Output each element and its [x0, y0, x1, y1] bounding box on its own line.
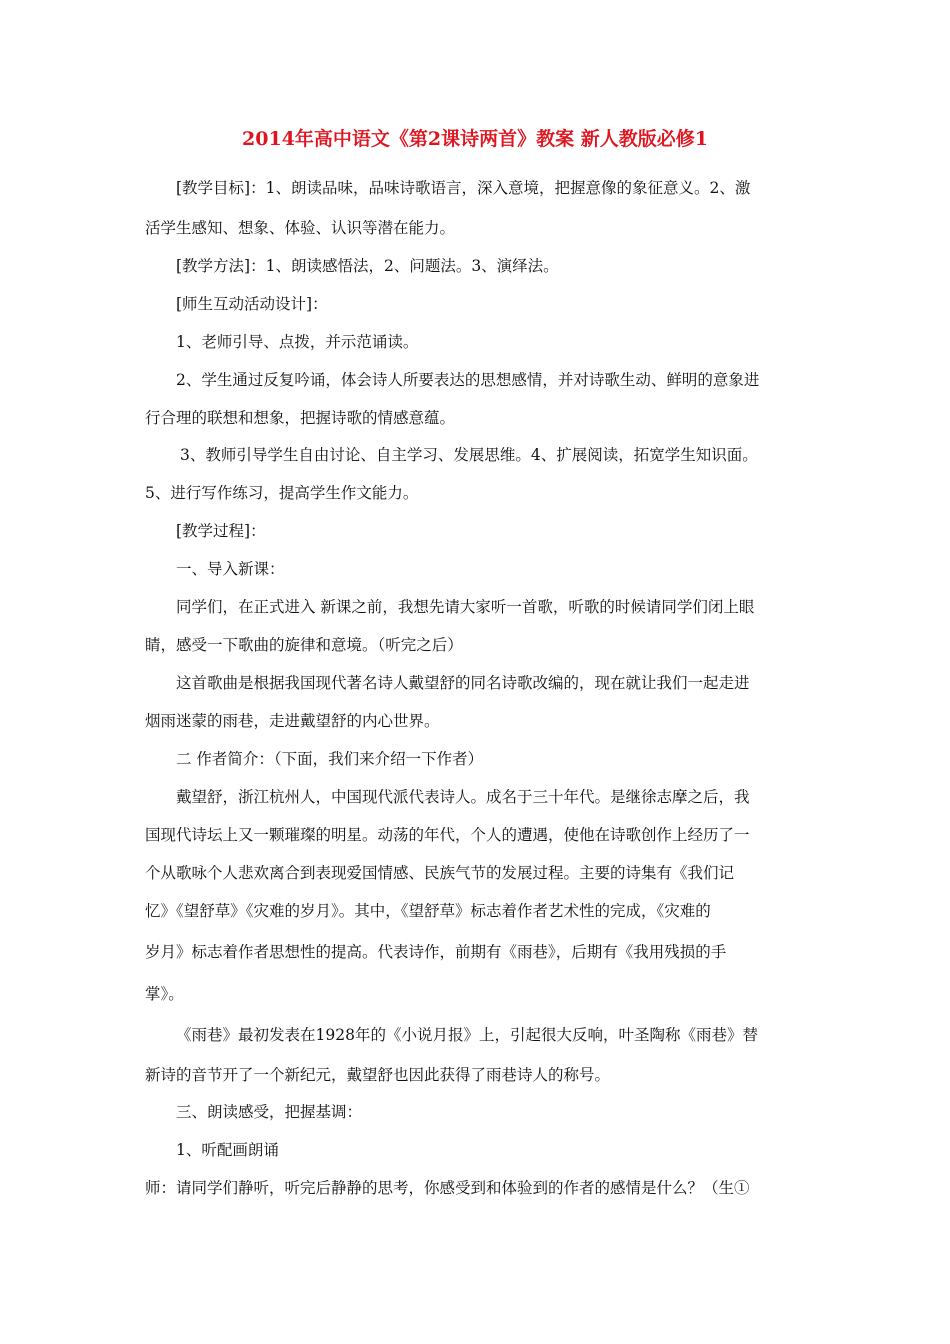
paragraph-line: 3、教师引导学生自由讨论、自主学习、发展思维。4、扩展阅读，拓宽学生知识面。: [180, 446, 758, 464]
paragraph-line: 新诗的音节开了一个新纪元，戴望舒也因此获得了雨巷诗人的称号。: [145, 1066, 611, 1084]
paragraph-line: 1、听配画朗诵: [176, 1141, 279, 1159]
paragraph-line: 戴望舒，浙江杭州人，中国现代派代表诗人。成名于三十年代。是继徐志摩之后，我: [176, 788, 750, 806]
paragraph-line: [教学方法]：1、朗读感悟法，2、问题法。3、演绎法。: [176, 257, 559, 275]
paragraph-line: 活学生感知、想象、体验、认识等潜在能力。: [145, 219, 456, 237]
paragraph-line: 岁月》标志着作者思想性的提高。代表诗作，前期有《雨巷》，后期有《我用残损的手: [145, 943, 727, 961]
paragraph-line: 师：请同学们静听，听完后静静的思考，你感受到和体验到的作者的感情是什么？（生①: [145, 1179, 750, 1197]
paragraph-line: 睛，感受一下歌曲的旋律和意境。（听完之后）: [145, 636, 463, 654]
paragraph-line: 一、导入新课：: [176, 560, 285, 578]
paragraph-line: [教学目标]：1、朗读品味，品味诗歌语言，深入意境，把握意像的象征意义。2、激: [176, 179, 751, 197]
paragraph-line: 个从歌咏个人悲欢离合到表现爱国情感、民族气节的发展过程。主要的诗集有《我们记: [145, 864, 735, 882]
paragraph-line: 5、进行写作练习，提高学生作文能力。: [145, 484, 419, 502]
paragraph-line: 2、学生通过反复吟诵，体会诗人所要表达的思想感情，并对诗歌生动、鲜明的意象进: [176, 371, 760, 389]
paragraph-line: 《雨巷》最初发表在1928年的《小说月报》上，引起很大反响，叶圣陶称《雨巷》替: [176, 1026, 758, 1044]
paragraph-line: 三、朗读感受，把握基调：: [176, 1103, 363, 1121]
paragraph-line: [教学过程]：: [176, 522, 266, 540]
paragraph-line: 烟雨迷蒙的雨巷，走进戴望舒的内心世界。: [145, 712, 440, 730]
document-title: 2014年高中语文《第2课诗两首》教案 新人教版必修1: [242, 128, 708, 150]
paragraph-line: 1、老师引导、点拨，并示范诵读。: [176, 333, 419, 351]
paragraph-line: 国现代诗坛上又一颗璀璨的明星。动荡的年代，个人的遭遇，使他在诗歌创作上经历了一: [145, 826, 750, 844]
paragraph-line: 行合理的联想和想象，把握诗歌的情感意蕴。: [145, 409, 456, 427]
paragraph-line: 忆》《望舒草》《灾难的岁月》。其中，《望舒草》标志着作者艺术性的完成，《灾难的: [145, 902, 711, 920]
paragraph-line: 二 作者简介：（下面，我们来介绍一下作者）: [176, 750, 484, 768]
paragraph-line: [师生互动活动设计]：: [176, 295, 328, 313]
paragraph-line: 这首歌曲是根据我国现代著名诗人戴望舒的同名诗歌改编的，现在就让我们一起走进: [176, 674, 750, 692]
paragraph-line: 掌》。: [145, 985, 184, 1003]
paragraph-line: 同学们，在正式进入 新课之前，我想先请大家听一首歌，听歌的时候请同学们闭上眼: [176, 598, 755, 616]
